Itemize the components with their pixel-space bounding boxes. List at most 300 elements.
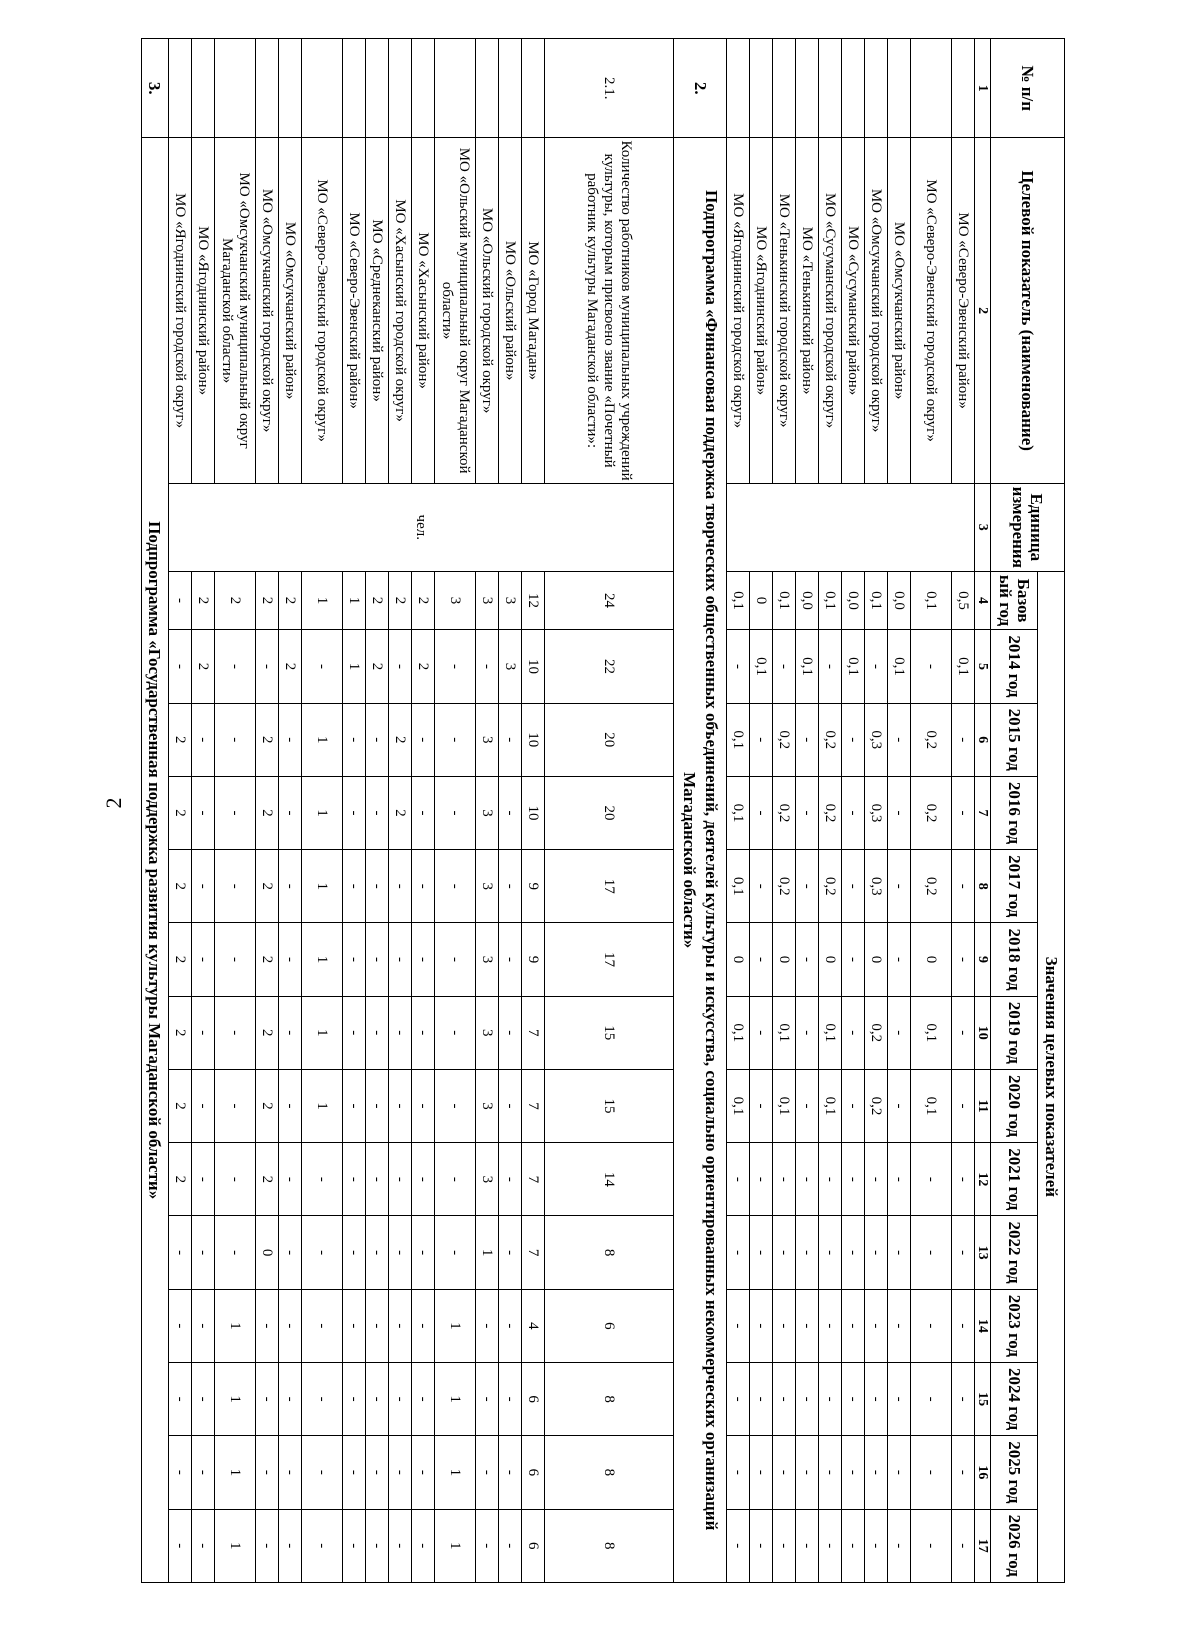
value-cell: 0 [256, 1216, 279, 1289]
value-cell: - [499, 850, 522, 923]
value-cell: - [796, 1362, 819, 1435]
year-header-4: 2017 год [991, 850, 1038, 923]
value-cell: 3 [476, 1143, 499, 1216]
value-cell: - [842, 850, 865, 923]
value-cell: - [865, 1362, 888, 1435]
value-cell: 3 [476, 703, 499, 776]
value-cell: - [888, 1509, 911, 1582]
value-cell: - [412, 1436, 435, 1509]
value-cell: 1 [215, 1509, 256, 1582]
table-header [975, 39, 1065, 1583]
value-cell: 2 [256, 996, 279, 1069]
row-name-cell: МО «Северо-Эвенский район» [343, 138, 366, 483]
column-number-11: 11 [975, 1069, 991, 1142]
value-cell: - [389, 1143, 412, 1216]
value-cell: - [727, 630, 750, 703]
value-cell: - [842, 1069, 865, 1142]
value-cell: - [389, 850, 412, 923]
value-cell: - [750, 996, 773, 1069]
value-cell: - [169, 571, 192, 630]
value-cell: 3 [435, 571, 476, 630]
value-cell: - [842, 703, 865, 776]
table-row [842, 39, 865, 1583]
column-number-16: 16 [975, 1436, 991, 1509]
value-cell: - [343, 1143, 366, 1216]
value-cell: - [366, 1216, 389, 1289]
value-cell: - [750, 1216, 773, 1289]
value-cell: 0,1 [865, 571, 888, 630]
column-number-1: 1 [975, 39, 991, 138]
row-name-cell: МО «Омсукчанский городской округ» [256, 138, 279, 483]
value-cell: - [952, 1216, 975, 1289]
indicator-2-1-value: 8 [545, 1436, 674, 1509]
value-cell: - [366, 1436, 389, 1509]
value-cell: 0,2 [911, 850, 952, 923]
column-number-15: 15 [975, 1362, 991, 1435]
value-cell: 0,1 [727, 776, 750, 849]
value-cell: 1 [215, 1289, 256, 1362]
value-cell: 10 [522, 630, 545, 703]
value-cell: - [750, 850, 773, 923]
value-cell: 3 [499, 630, 522, 703]
indicator-2-1-num: 2.1. [545, 39, 674, 138]
value-cell: 1 [302, 703, 343, 776]
value-cell: - [796, 1436, 819, 1509]
year-header-13: 2026 год [991, 1509, 1038, 1582]
table-row [279, 39, 302, 1583]
row-num-cell [888, 39, 911, 138]
rotated-table-wrapper [125, 38, 1065, 1583]
year-header-7: 2020 год [991, 1069, 1038, 1142]
value-cell: 6 [522, 1509, 545, 1582]
value-cell: 0,2 [911, 776, 952, 849]
year-header-12: 2025 год [991, 1436, 1038, 1509]
value-cell: - [727, 1436, 750, 1509]
value-cell: - [435, 1216, 476, 1289]
value-cell: - [911, 1509, 952, 1582]
row-num-cell [343, 39, 366, 138]
table-row [522, 39, 545, 1583]
value-cell: 0,1 [773, 571, 796, 630]
indicator-2-1-value: 8 [545, 1216, 674, 1289]
value-cell: 1 [435, 1289, 476, 1362]
value-cell: - [727, 1289, 750, 1362]
table-row [169, 39, 192, 1583]
value-cell: - [302, 1509, 343, 1582]
value-cell: - [842, 996, 865, 1069]
row-num-cell [842, 39, 865, 138]
value-cell: - [888, 1143, 911, 1216]
row-num-cell [773, 39, 796, 138]
value-cell: - [279, 923, 302, 996]
table-row [256, 39, 279, 1583]
value-cell: 2 [256, 923, 279, 996]
value-cell: - [888, 850, 911, 923]
value-cell: - [796, 923, 819, 996]
value-cell: - [412, 1069, 435, 1142]
value-cell: - [302, 1362, 343, 1435]
value-cell: - [952, 1069, 975, 1142]
value-cell: 3 [476, 850, 499, 923]
value-cell: 0,3 [865, 850, 888, 923]
year-header-11: 2024 год [991, 1362, 1038, 1435]
value-cell: - [952, 923, 975, 996]
column-number-8: 8 [975, 850, 991, 923]
value-cell: 1 [435, 1509, 476, 1582]
value-cell: - [389, 1289, 412, 1362]
row-num-cell [499, 39, 522, 138]
column-number-5: 5 [975, 630, 991, 703]
value-cell: - [435, 996, 476, 1069]
row-name-cell: МО «Ольский муниципальный округ Магаданской области» [435, 138, 476, 483]
indicator-2-1-name: Количество работников муниципальных учреждений культуры, которым присвоено звание «Почетный работник культуры Магаданской области»: [545, 138, 674, 483]
subprogram-3-num: 3. [142, 39, 169, 138]
value-cell: - [952, 703, 975, 776]
value-cell: - [773, 1289, 796, 1362]
value-cell: - [476, 630, 499, 703]
table-row [727, 39, 750, 1583]
value-cell: - [412, 850, 435, 923]
value-cell: - [192, 1216, 215, 1289]
value-cell: - [215, 776, 256, 849]
row-num-cell [865, 39, 888, 138]
value-cell: 1 [435, 1362, 476, 1435]
value-cell: - [750, 1069, 773, 1142]
value-cell: - [366, 1509, 389, 1582]
row-name-cell: МО «Северо-Эвенский городской округ» [911, 138, 952, 483]
value-cell: - [499, 1143, 522, 1216]
value-cell: - [366, 1362, 389, 1435]
value-cell: - [389, 1362, 412, 1435]
value-cell: - [302, 1216, 343, 1289]
value-cell: - [796, 850, 819, 923]
year-header-10: 2023 год [991, 1289, 1038, 1362]
value-cell: - [952, 850, 975, 923]
value-cell: - [343, 923, 366, 996]
value-cell: - [842, 1436, 865, 1509]
row-name-cell: МО «Ягоднинский район» [750, 138, 773, 483]
value-cell: 0,1 [727, 703, 750, 776]
value-cell: - [750, 1436, 773, 1509]
subprogram-2-row [674, 39, 727, 1583]
value-cell: - [279, 1143, 302, 1216]
subprogram-2-num: 2. [674, 39, 727, 138]
row-num-cell [750, 39, 773, 138]
value-cell: 0,2 [819, 850, 842, 923]
col-num-header: № п/п [991, 39, 1065, 138]
column-number-4: 4 [975, 571, 991, 630]
value-cell: 0,1 [773, 996, 796, 1069]
value-cell: - [842, 776, 865, 849]
value-cell: - [215, 996, 256, 1069]
row-name-cell: МО «Омсукчанский район» [279, 138, 302, 483]
indicator-2-1-value: 8 [545, 1362, 674, 1435]
value-cell: - [773, 1362, 796, 1435]
value-cell: - [215, 1216, 256, 1289]
value-cell: 0,2 [773, 776, 796, 849]
value-cell: - [192, 1509, 215, 1582]
value-cell: - [476, 1362, 499, 1435]
value-cell: - [819, 1362, 842, 1435]
column-number-2: 2 [975, 138, 991, 483]
row-num-cell [952, 39, 975, 138]
value-cell: 2 [169, 923, 192, 996]
value-cell: - [911, 630, 952, 703]
row-name-cell: МО «Сусуманский городской округ» [819, 138, 842, 483]
value-cell: 2 [366, 571, 389, 630]
value-cell: 0,1 [750, 630, 773, 703]
value-cell: - [842, 1362, 865, 1435]
value-cell: - [819, 630, 842, 703]
value-cell: - [302, 1143, 343, 1216]
value-cell: - [343, 1436, 366, 1509]
value-cell: 0,2 [865, 1069, 888, 1142]
value-cell: - [169, 1362, 192, 1435]
value-cell: - [911, 1216, 952, 1289]
value-cell: - [499, 923, 522, 996]
value-cell: - [192, 1362, 215, 1435]
value-cell: - [773, 1509, 796, 1582]
table-row [412, 39, 435, 1583]
value-cell: - [279, 703, 302, 776]
indicator-2-1-value: 22 [545, 630, 674, 703]
value-cell: - [279, 1436, 302, 1509]
value-cell: - [888, 1289, 911, 1362]
value-cell: - [389, 1509, 412, 1582]
value-cell: 0,1 [796, 630, 819, 703]
value-cell: - [888, 1216, 911, 1289]
indicator-2-1-value: 17 [545, 850, 674, 923]
value-cell: 12 [522, 571, 545, 630]
table-row [389, 39, 412, 1583]
value-cell: 0,1 [952, 630, 975, 703]
table-body [142, 39, 975, 1583]
column-number-7: 7 [975, 776, 991, 849]
column-number-9: 9 [975, 923, 991, 996]
value-cell: - [796, 1289, 819, 1362]
row-num-cell [435, 39, 476, 138]
value-cell: 2 [389, 776, 412, 849]
value-cell: - [911, 1436, 952, 1509]
row-num-cell [911, 39, 952, 138]
value-cell: 0,2 [819, 703, 842, 776]
value-cell: 2 [256, 776, 279, 849]
value-cell: - [256, 630, 279, 703]
indicator-2-1-row [545, 39, 674, 1583]
value-cell: 0,2 [773, 703, 796, 776]
value-cell: 2 [169, 776, 192, 849]
year-header-2: 2015 год [991, 703, 1038, 776]
value-cell: 1 [302, 776, 343, 849]
value-cell: - [796, 1069, 819, 1142]
value-cell: - [476, 1436, 499, 1509]
value-cell: - [819, 1216, 842, 1289]
value-cell: - [192, 1143, 215, 1216]
value-cell: - [865, 1436, 888, 1509]
row-name-cell: МО «Среднеканский район» [366, 138, 389, 483]
row-name-cell: МО «Омсукчанский район» [888, 138, 911, 483]
value-cell: 0 [819, 923, 842, 996]
value-cell: 0,5 [952, 571, 975, 630]
value-cell: 7 [522, 1143, 545, 1216]
row-num-cell [192, 39, 215, 138]
block1-unit-cell [727, 483, 975, 571]
value-cell: 2 [192, 630, 215, 703]
value-cell: - [192, 1289, 215, 1362]
row-num-cell [819, 39, 842, 138]
row-name-cell: МО «Омсукчанский муниципальный округ Магаданской области» [215, 138, 256, 483]
value-cell: 2 [192, 571, 215, 630]
value-cell: - [412, 996, 435, 1069]
value-cell: - [796, 703, 819, 776]
value-cell: - [435, 776, 476, 849]
table-row [750, 39, 773, 1583]
value-cell: - [389, 1216, 412, 1289]
value-cell: - [169, 1289, 192, 1362]
values-group-header: Значения целевых показателей [1038, 571, 1065, 1582]
column-number-17: 17 [975, 1509, 991, 1582]
value-cell: 2 [256, 1143, 279, 1216]
table-row [796, 39, 819, 1583]
value-cell: - [888, 1362, 911, 1435]
value-cell: - [302, 630, 343, 703]
value-cell: - [215, 703, 256, 776]
value-cell: 0,1 [842, 630, 865, 703]
value-cell: - [169, 1436, 192, 1509]
value-cell: - [343, 1216, 366, 1289]
value-cell: - [842, 1216, 865, 1289]
value-cell: - [796, 1509, 819, 1582]
value-cell: 2 [389, 703, 412, 776]
value-cell: - [412, 1509, 435, 1582]
value-cell: - [952, 1362, 975, 1435]
value-cell: - [727, 1143, 750, 1216]
value-cell: - [499, 703, 522, 776]
value-cell: - [727, 1216, 750, 1289]
row-num-cell [522, 39, 545, 138]
value-cell: - [256, 1436, 279, 1509]
value-cell: - [865, 1216, 888, 1289]
value-cell: - [865, 630, 888, 703]
value-cell: - [279, 1216, 302, 1289]
value-cell: 2 [256, 571, 279, 630]
subprogram-2-title: Подпрограмма «Финансовая поддержка творческих общественных объединений, деятелей культуры и искусства, социально ориентированных некоммерческих организаций Магаданской области» [674, 138, 727, 1583]
row-name-cell: МО «Тенькинский городской округ» [773, 138, 796, 483]
value-cell: 2 [169, 996, 192, 1069]
row-name-cell: МО «Ягоднинский район» [192, 138, 215, 483]
value-cell: - [435, 850, 476, 923]
value-cell: - [796, 996, 819, 1069]
value-cell: - [389, 923, 412, 996]
value-cell: 0,3 [865, 703, 888, 776]
value-cell: - [750, 703, 773, 776]
value-cell: 0,1 [819, 571, 842, 630]
value-cell: 2 [279, 630, 302, 703]
value-cell: - [366, 1143, 389, 1216]
value-cell: - [302, 1436, 343, 1509]
value-cell: - [343, 776, 366, 849]
value-cell: - [773, 630, 796, 703]
value-cell: 0,1 [911, 571, 952, 630]
value-cell: - [842, 1289, 865, 1362]
value-cell: - [279, 850, 302, 923]
value-cell: - [256, 1362, 279, 1435]
value-cell: 0 [773, 923, 796, 996]
year-header-0: Базов ый год [991, 571, 1038, 630]
value-cell: 0,1 [727, 571, 750, 630]
value-cell: 0,2 [911, 703, 952, 776]
row-name-cell: МО «Ягоднинский городской округ» [169, 138, 192, 483]
value-cell: 6 [522, 1436, 545, 1509]
value-cell: - [366, 850, 389, 923]
indicator-2-1-value: 15 [545, 1069, 674, 1142]
row-name-cell: МО «Сусуманский район» [842, 138, 865, 483]
value-cell: 2 [256, 703, 279, 776]
value-cell: - [773, 1436, 796, 1509]
value-cell: - [256, 1289, 279, 1362]
value-cell: - [952, 1289, 975, 1362]
value-cell: - [169, 630, 192, 703]
table-row [888, 39, 911, 1583]
value-cell: - [911, 1289, 952, 1362]
value-cell: 2 [169, 1143, 192, 1216]
value-cell: 2 [412, 571, 435, 630]
table-row [773, 39, 796, 1583]
value-cell: - [842, 1143, 865, 1216]
value-cell: - [192, 923, 215, 996]
row-name-cell: МО «Город Магадан» [522, 138, 545, 483]
value-cell: - [819, 1143, 842, 1216]
value-cell: 3 [476, 571, 499, 630]
value-cell: - [412, 1143, 435, 1216]
table-row [911, 39, 952, 1583]
value-cell: 6 [522, 1362, 545, 1435]
value-cell: 0,2 [865, 996, 888, 1069]
table-row [343, 39, 366, 1583]
value-cell: 3 [476, 923, 499, 996]
row-num-cell [256, 39, 279, 138]
value-cell: 0,3 [865, 776, 888, 849]
value-cell: - [750, 776, 773, 849]
page-number: 2 [101, 797, 126, 809]
value-cell: 10 [522, 703, 545, 776]
value-cell: - [366, 1289, 389, 1362]
value-cell: 1 [435, 1436, 476, 1509]
value-cell: - [366, 923, 389, 996]
value-cell: - [499, 996, 522, 1069]
value-cell: - [192, 850, 215, 923]
value-cell: - [412, 1289, 435, 1362]
value-cell: - [911, 1362, 952, 1435]
value-cell: - [750, 1143, 773, 1216]
row-num-cell [302, 39, 343, 138]
value-cell: - [302, 1289, 343, 1362]
value-cell: - [279, 996, 302, 1069]
value-cell: - [435, 630, 476, 703]
subprogram-3-title: Подпрограмма «Государственная поддержка развития культуры Магаданской области» [142, 138, 169, 1583]
value-cell: - [366, 996, 389, 1069]
value-cell: 0,1 [773, 1069, 796, 1142]
value-cell: - [952, 1509, 975, 1582]
value-cell: 4 [522, 1289, 545, 1362]
value-cell: 2 [256, 1069, 279, 1142]
value-cell: - [343, 1509, 366, 1582]
row-name-cell: МО «Хасынский городской округ» [389, 138, 412, 483]
value-cell: - [343, 850, 366, 923]
value-cell: 7 [522, 1069, 545, 1142]
value-cell: - [215, 1143, 256, 1216]
value-cell: - [865, 1289, 888, 1362]
